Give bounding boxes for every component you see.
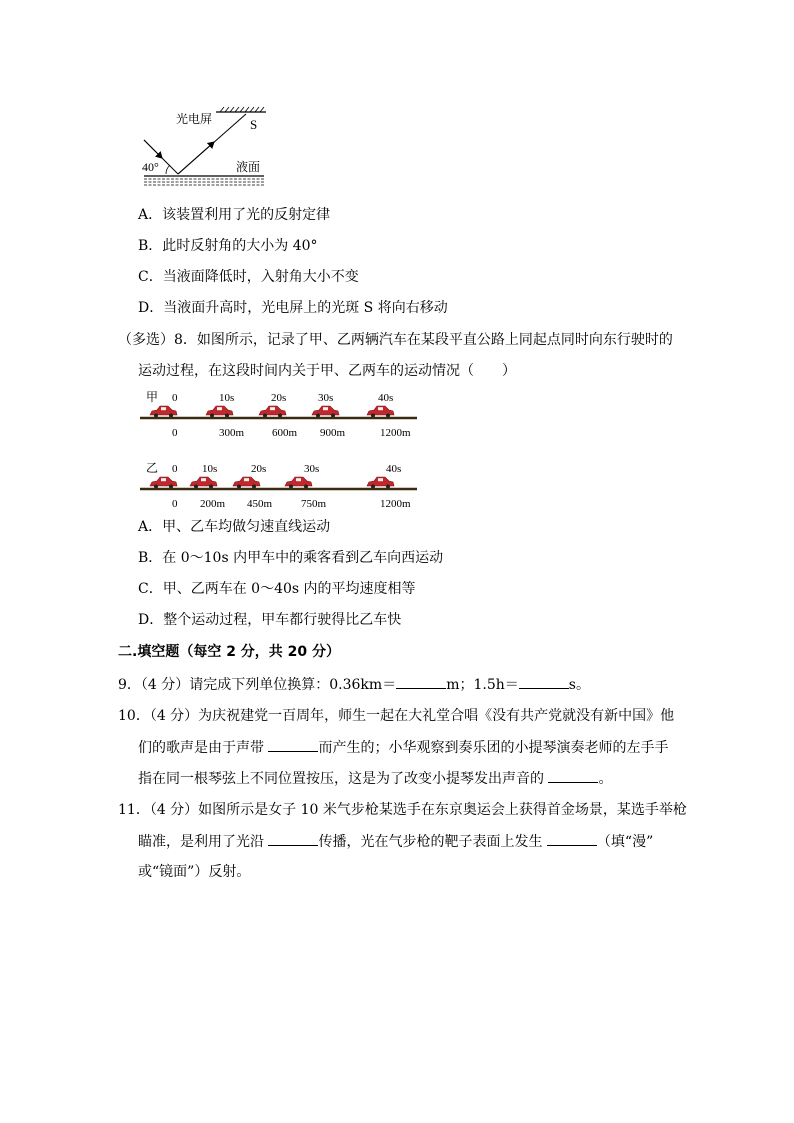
screen-hatch	[220, 107, 264, 112]
q9	[118, 675, 590, 694]
q10-line3-a: 指在同一根琴弦上不同位置按压，这是为了改变小提琴发出声音的	[138, 771, 549, 787]
q11-line1: 11．（4 分）如图所示是女子 10 米气步枪某选手在东京奥运会上获得首金场景，某选手举枪	[118, 802, 687, 818]
car-motion-figure	[140, 388, 430, 516]
q8-stem-line1: （多选）8．如图所示，记录了甲、乙两辆汽车在某段平直公路上同起点同时向东行驶时的	[118, 332, 673, 348]
reflected-arrow	[178, 142, 214, 174]
q8-option-a: A．甲、乙车均做匀速直线运动	[138, 519, 331, 535]
q8-option-d: D．整个运动过程，甲车都行驶得比乙车快	[138, 612, 402, 628]
q7-option-b: B．此时反射角的大小为 40°	[138, 238, 318, 254]
screen-label: 光电屏	[176, 112, 213, 126]
jia-dist-900: 900m	[320, 427, 346, 439]
q10-line3-b: 。	[598, 771, 613, 787]
light-reflection-figure	[136, 104, 276, 190]
jia-dist-300: 300m	[219, 427, 245, 439]
q7-option-c: C．当液面降低时，入射角大小不变	[138, 269, 359, 285]
yi-dist-0: 0	[172, 498, 178, 510]
q10-line2	[138, 738, 668, 757]
jia-dist-1200: 1200m	[380, 427, 411, 439]
q11-line2-b: 传播，光在气步枪的靶子表面上发生	[318, 834, 547, 850]
jia-time-10: 10s	[219, 392, 235, 404]
q10-line2-b: 而产生的；小华观察到奏乐团的小提琴演奏老师的左手手	[318, 740, 669, 756]
yi-car-30	[285, 477, 312, 489]
q8-option-b: B．在 0～10s 内甲车中的乘客看到乙车向西运动	[138, 550, 444, 566]
q8-option-c: C．甲、乙两车在 0～40s 内的平均速度相等	[138, 581, 416, 597]
q7-option-a: A．该装置利用了光的反射定律	[138, 207, 331, 223]
yi-time-0: 0	[172, 463, 178, 475]
q11-blank-1[interactable]	[268, 832, 318, 846]
jia-car-40	[367, 406, 394, 418]
jia-time-40: 40s	[378, 392, 394, 404]
q11-line2-c: （填“漫”	[596, 834, 654, 850]
jia-dist-0: 0	[172, 427, 178, 439]
yi-time-10: 10s	[202, 463, 218, 475]
q9-blank-1[interactable]	[396, 675, 446, 689]
yi-dist-200: 200m	[200, 498, 226, 510]
q11-line2	[138, 832, 653, 851]
yi-dist-1200: 1200m	[380, 498, 411, 510]
spot-label: S	[250, 117, 258, 132]
q10-line3	[138, 769, 612, 788]
yi-time-20: 20s	[251, 463, 267, 475]
q8-stem-line2: 运动过程，在这段时间内关于甲、乙两车的运动情况（ ）	[138, 363, 516, 379]
incident-arrow	[144, 140, 162, 158]
angle-arc	[166, 165, 170, 174]
q9-mid: m；1.5h＝	[446, 677, 519, 693]
jia-car-20	[259, 406, 286, 418]
liquid-label: 液面	[236, 160, 261, 174]
q11-line3: 或“镜面”）反射。	[138, 864, 251, 880]
jia-time-20: 20s	[271, 392, 287, 404]
yi-car-40	[367, 477, 394, 489]
yi-time-30: 30s	[304, 463, 320, 475]
q11-line2-a: 瞄准，是利用了光沿	[138, 834, 269, 850]
section-title: 二.填空题（每空 2 分，共 20 分）	[118, 644, 341, 660]
yi-car-0	[150, 477, 177, 489]
jia-time-30: 30s	[318, 392, 334, 404]
q7-option-d: D．当液面升高时，光电屏上的光斑 S 将向右移动	[138, 300, 448, 316]
q9-suffix: s。	[568, 677, 590, 693]
jia-car-30	[312, 406, 339, 418]
q10-line2-a: 们的歌声是由于声带	[138, 740, 269, 756]
angle-label: 40°	[142, 160, 159, 174]
jia-car-10	[206, 406, 233, 418]
q10-blank-1[interactable]	[268, 738, 318, 752]
q10-line1: 10．（4 分）为庆祝建党一百周年，师生一起在大礼堂合唱《没有共产党就没有新中国》他	[118, 708, 675, 724]
jia-dist-600: 600m	[272, 427, 298, 439]
yi-time-40: 40s	[386, 463, 402, 475]
q10-blank-2[interactable]	[548, 769, 598, 783]
q9-blank-2[interactable]	[519, 675, 569, 689]
jia-time-0: 0	[172, 392, 178, 404]
jia-label: 甲	[146, 390, 159, 404]
q11-blank-2[interactable]	[547, 832, 597, 846]
yi-car-10	[190, 477, 217, 489]
liquid-surface	[144, 176, 264, 185]
yi-dist-450: 450m	[247, 498, 273, 510]
jia-car-0	[150, 406, 177, 418]
yi-label: 乙	[146, 461, 159, 475]
q9-prefix: 9．（4 分）请完成下列单位换算：0.36km＝	[118, 677, 397, 693]
yi-car-20	[233, 477, 260, 489]
yi-dist-750: 750m	[301, 498, 327, 510]
